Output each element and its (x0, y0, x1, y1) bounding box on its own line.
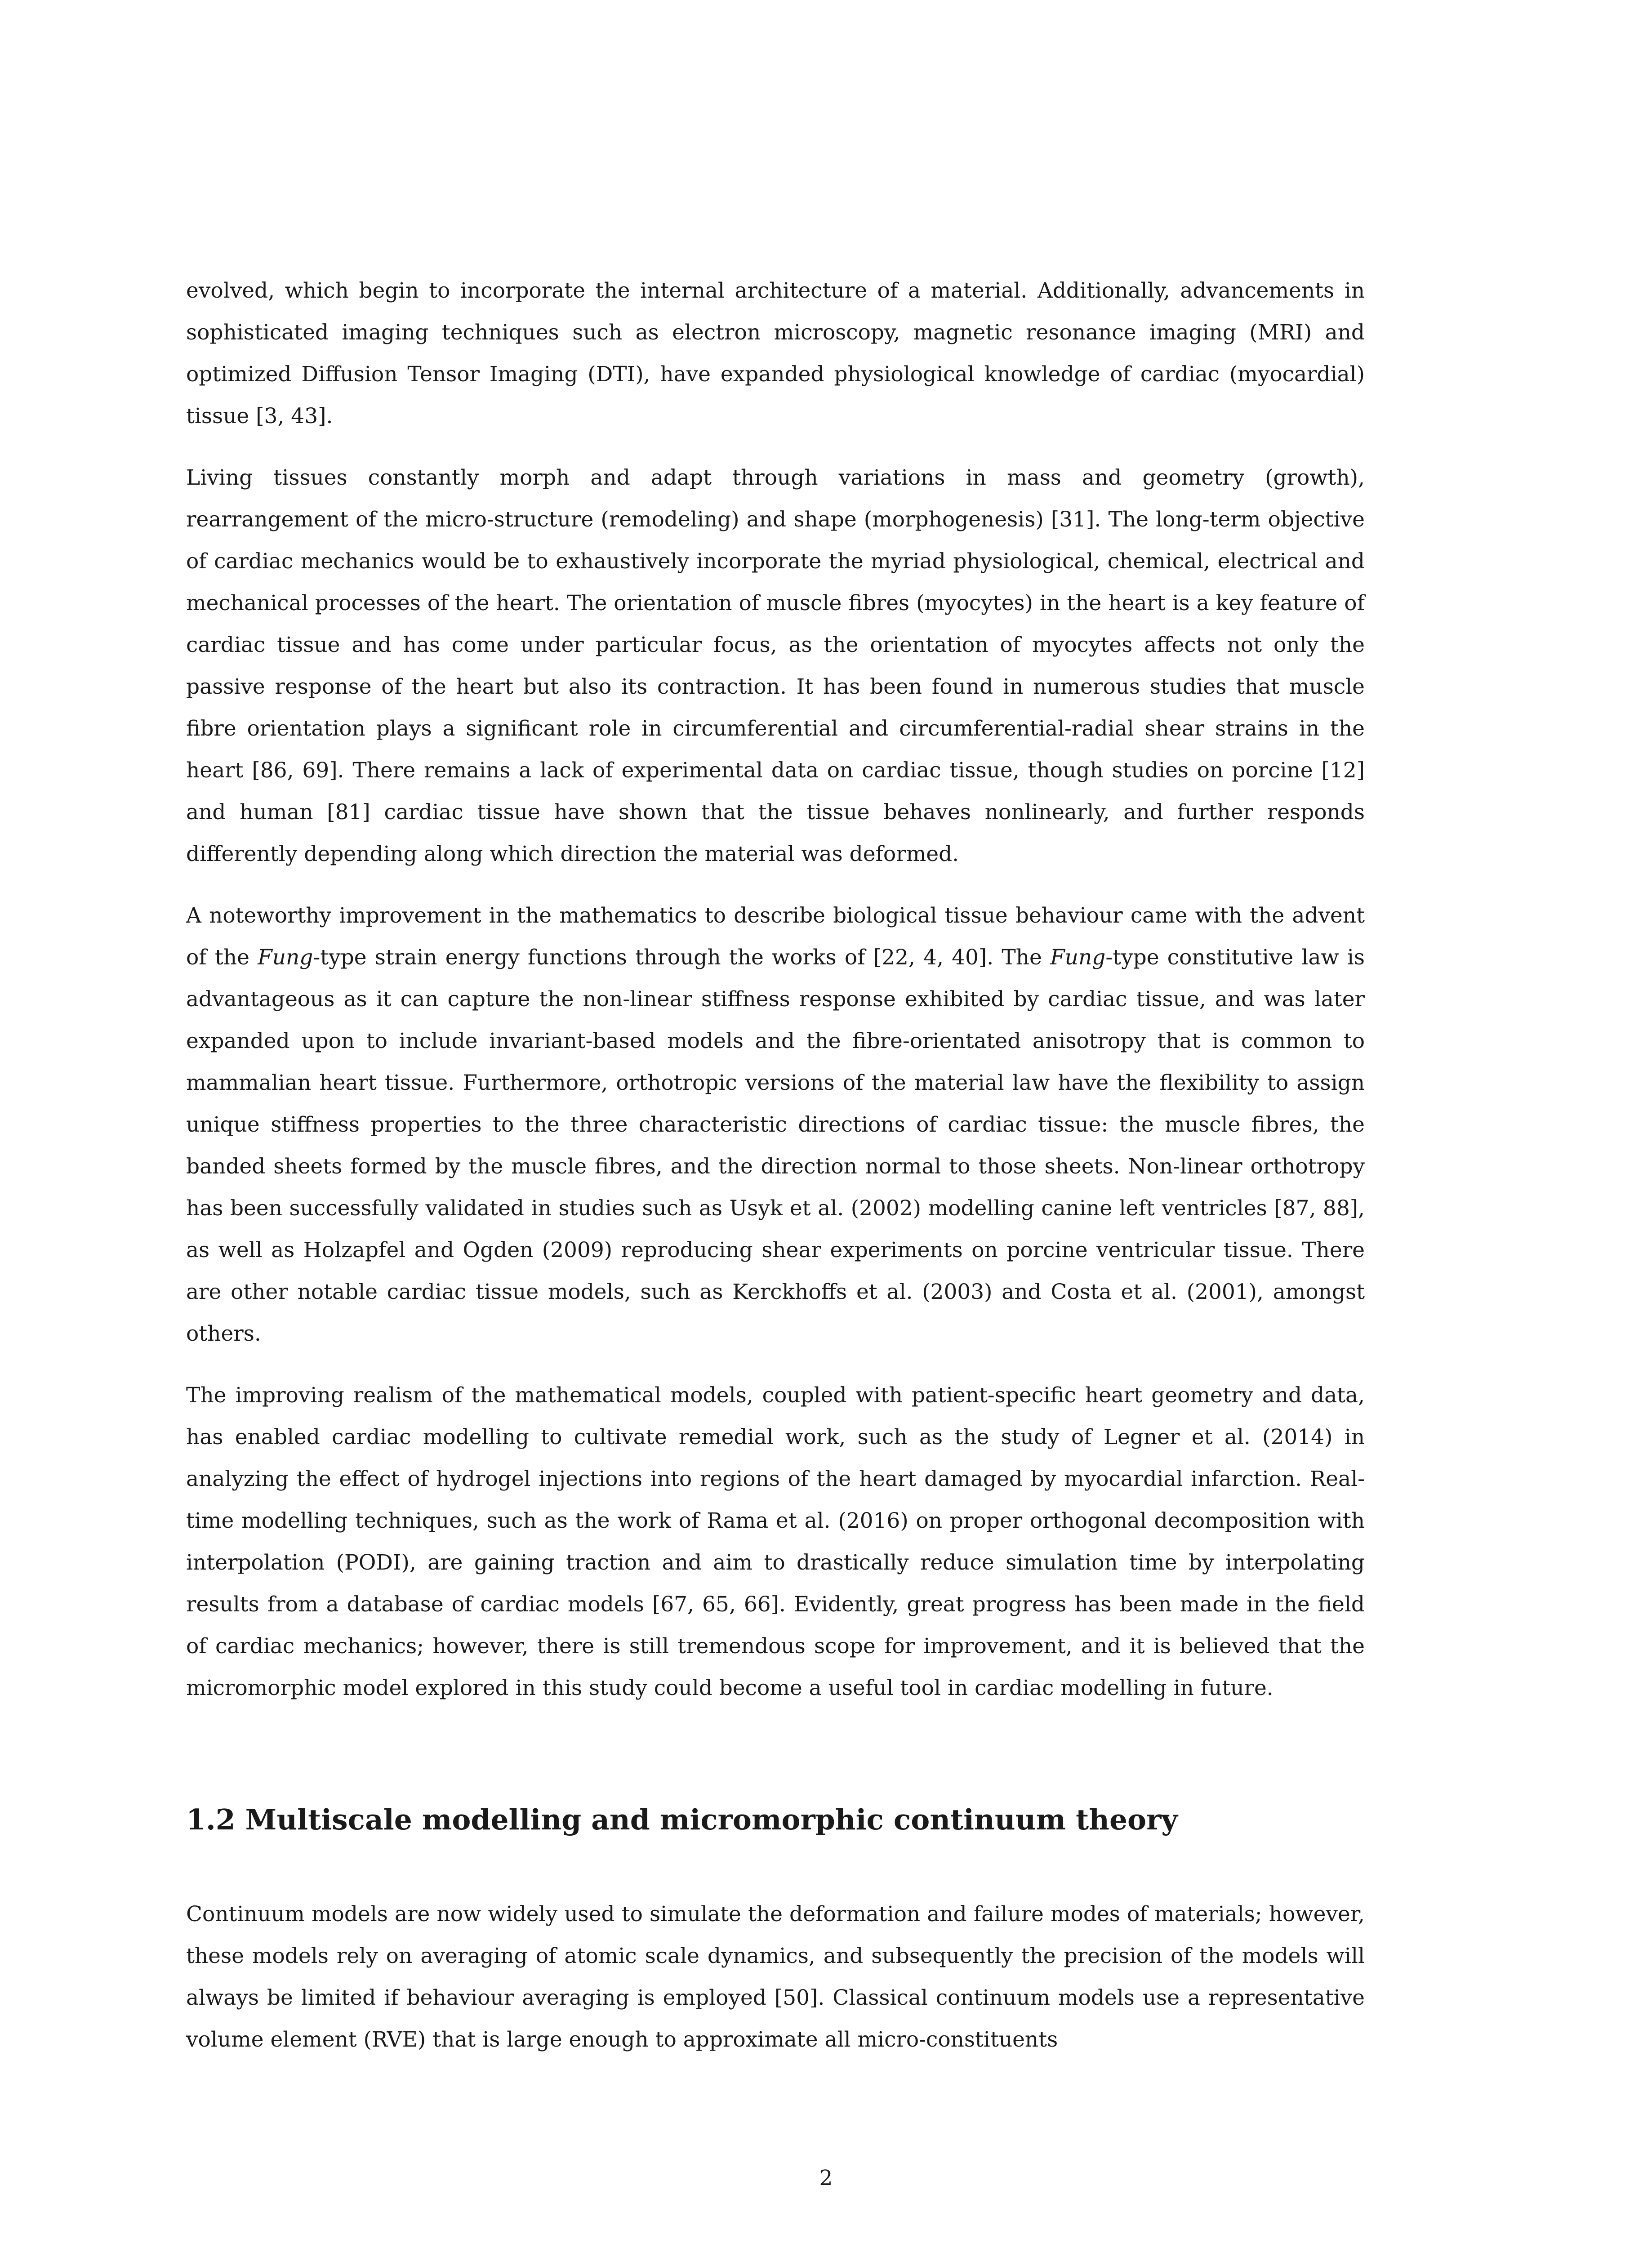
page-body (186, 270, 1365, 2080)
paragraph-2: Living tissues constantly morph and adapt through variations in mass and geometry (growth), rearrangement of the micro-structure (remodeling) and shape (morphogenesis) [31]. The long-term objective of cardiac mechanics would be to exhaustively incorporate the myriad physiological, chemical, electrical and mechanical processes of the heart. The orientation of muscle fibres (myocytes) in the heart is a key feature of cardiac tissue and has come under particular focus, as the orientation of myocytes affects not only the passive response of the heart but also its contraction. It has been found in numerous studies that muscle fibre orientation plays a significant role in circumferential and circumferential-radial shear strains in the heart [86, 69]. There remains a lack of experimental data on cardiac tissue, though studies on porcine [12] and human [81] cardiac tissue have shown that the tissue behaves nonlinearly, and further responds differently depending along which direction the material was deformed. (186, 465, 1365, 866)
fung-term-1: Fung (258, 945, 313, 970)
section-title: Multiscale modelling and micromorphic continuum theory (245, 1803, 1178, 1836)
page-number: 2 (819, 2166, 833, 2190)
paragraph-1: evolved, which begin to incorporate the internal architecture of a material. Additionally, advancements in sophisticated imaging techniques such as electron microscopy, magnetic resonance imaging (MRI) and optimized Diffusion Tensor Imaging (DTI), have expanded physiological knowledge of cardiac (myocardial) tissue [3, 43]. (186, 278, 1365, 428)
paragraph-3-text-a: A noteworthy improvement in the mathematics to describe biological tissue behaviour came with the advent of the (186, 903, 1365, 970)
section-number: 1.2 (186, 1803, 236, 1836)
paragraph-5: Continuum models are now widely used to simulate the deformation and failure modes of materials; however, these models rely on averaging of atomic scale dynamics, and subsequently the precision of the models will always be limited if behaviour averaging is employed [50]. Classical continuum models use a representative volume element (RVE) that is large enough to approximate all micro-constituents (186, 1902, 1365, 2052)
paragraph-3-text-b: -type strain energy functions through the works of [22, 4, 40]. The (313, 945, 1051, 970)
section-heading (186, 1802, 1365, 1838)
fung-term-2: Fung (1050, 945, 1106, 970)
paragraph-4: The improving realism of the mathematical models, coupled with patient-specific heart geometry and data, has enabled cardiac modelling to cultivate remedial work, such as the study of Legner et al. (2014) in analyzing the effect of hydrogel injections into regions of the heart damaged by myocardial infarction. Real-time modelling techniques, such as the work of Rama et al. (2016) on proper orthogonal decomposition with interpolation (PODI), are gaining traction and aim to drastically reduce simulation time by interpolating results from a database of cardiac models [67, 65, 66]. Evidently, great progress has been made in the field of cardiac mechanics; however, there is still tremendous scope for improvement, and it is believed that the micromorphic model explored in this study could become a useful tool in cardiac modelling in future. (186, 1383, 1365, 1700)
paragraph-3-text-c: -type constitutive law is advantageous as it can capture the non-linear stiffness response exhibited by cardiac tissue, and was later expanded upon to include invariant-based models and the fibre-orientated anisotropy that is common to mammalian heart tissue. Furthermore, orthotropic versions of the material law have the flexibility to assign unique stiffness properties to the three characteristic directions of cardiac tissue: the muscle fibres, the banded sheets formed by the muscle fibres, and the direction normal to those sheets. Non-linear orthotropy has been successfully validated in studies such as Usyk et al. (2002) modelling canine left ventricles [87, 88], as well as Holzapfel and Ogden (2009) reproducing shear experiments on porcine ventricular tissue. There are other notable cardiac tissue models, such as Kerckhoffs et al. (2003) and Costa et al. (2001), amongst others. (186, 945, 1365, 1346)
paragraph-3 (186, 895, 1365, 1355)
